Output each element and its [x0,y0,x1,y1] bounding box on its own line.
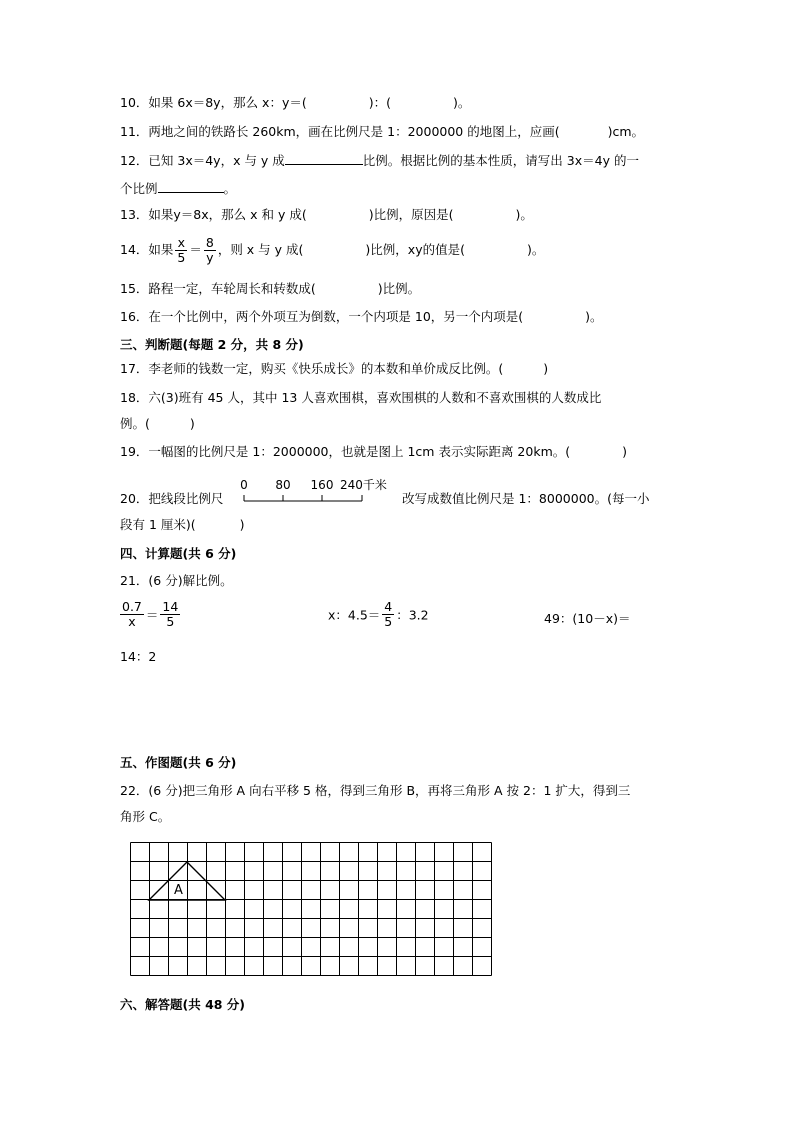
fraction-x-over-5: $\frac{x}{5}$ [177,235,186,265]
question-20-line2: 段有 1 厘米)( ) [120,517,245,532]
equation-1: $\frac{0.7}{x}$ ＝ $\frac{14}{5}$ [122,599,179,629]
drawing-grid[interactable] [130,842,498,982]
fraction-0.7-over-x: $\frac{0.7}{x}$ [122,599,142,629]
question-20-suffix: 改写成数值比例尺是 1：8000000。(每一小 [402,491,650,506]
question-10: 10．如果 6x＝8y，那么 x：y＝( )：( )。 [120,95,471,110]
scale-label: 80 [275,478,291,492]
equation-2: x：4.5＝ $\frac{4}{5}$ ：3.2 [328,599,429,629]
question-18-line1: 18．六(3)班有 45 人，其中 13 人喜欢围棋，喜欢围棋的人数和不喜欢围棋的人数成比 [120,390,602,405]
question-22-line2: 角形 C。 [120,809,171,824]
answer-underline[interactable] [285,152,363,165]
question-20-prefix: 20．把线段比例尺 [120,491,224,506]
question-12-line2: 个比例 。 [120,181,237,196]
scale-label: 0 [240,478,248,492]
line-segment-scale [226,474,396,508]
section-6-title: 六、解答题(共 48 分) [120,997,246,1012]
equation-3: 49：(10－x)＝ [544,611,631,626]
fraction-14-over-5: $\frac{14}{5}$ [162,599,179,629]
scale-label: 240千米 [340,478,387,492]
question-12-line1: 12．已知 3x＝4y，x 与 y 成 比例。根据比例的基本性质，请写出 3x＝4y 的一 [120,153,639,168]
fraction-8-over-y: $\frac{8}{y}$ [205,235,214,265]
answer-underline[interactable] [158,180,224,193]
question-22-line1: 22．(6 分)把三角形 A 向右平移 5 格，得到三角形 B，再将三角形 A 按 2：1 扩大，得到三 [120,783,631,798]
fraction-4-over-5: $\frac{4}{5}$ [384,599,393,629]
question-18-line2: 例。( ) [120,416,195,431]
question-13: 13．如果y＝8x，那么 x 和 y 成( )比例，原因是( )。 [120,207,533,222]
question-16: 16．在一个比例中，两个外项互为倒数，一个内项是 10，另一个内项是( )。 [120,309,603,324]
question-11: 11．两地之间的铁路长 260km，画在比例尺是 1：2000000 的地图上，应画( )cm。 [120,124,645,139]
question-14: 14．如果 $\frac{x}{5}$ ＝ $\frac{8}{y}$ ，则 x 与 y 成( )比例，xy的值是( )。 [120,235,545,265]
section-4-title: 四、计算题(共 6 分) [120,546,237,561]
scale-label: 160 [310,478,334,492]
question-15: 15．路程一定，车轮周长和转数成( )比例。 [120,281,421,296]
section-3-title: 三、判断题(每题 2 分，共 8 分) [120,337,304,352]
question-21-title: 21．(6 分)解比例。 [120,573,233,588]
triangle-a-label: A [174,883,183,898]
question-19: 19．一幅图的比例尺是 1：2000000，也就是图上 1cm 表示实际距离 20km。( ) [120,444,628,459]
equation-3-continued: 14：2 [120,649,157,664]
section-5-title: 五、作图题(共 6 分) [120,755,237,770]
question-17: 17．李老师的钱数一定，购买《快乐成长》的本数和单价成反比例。( ) [120,361,549,376]
